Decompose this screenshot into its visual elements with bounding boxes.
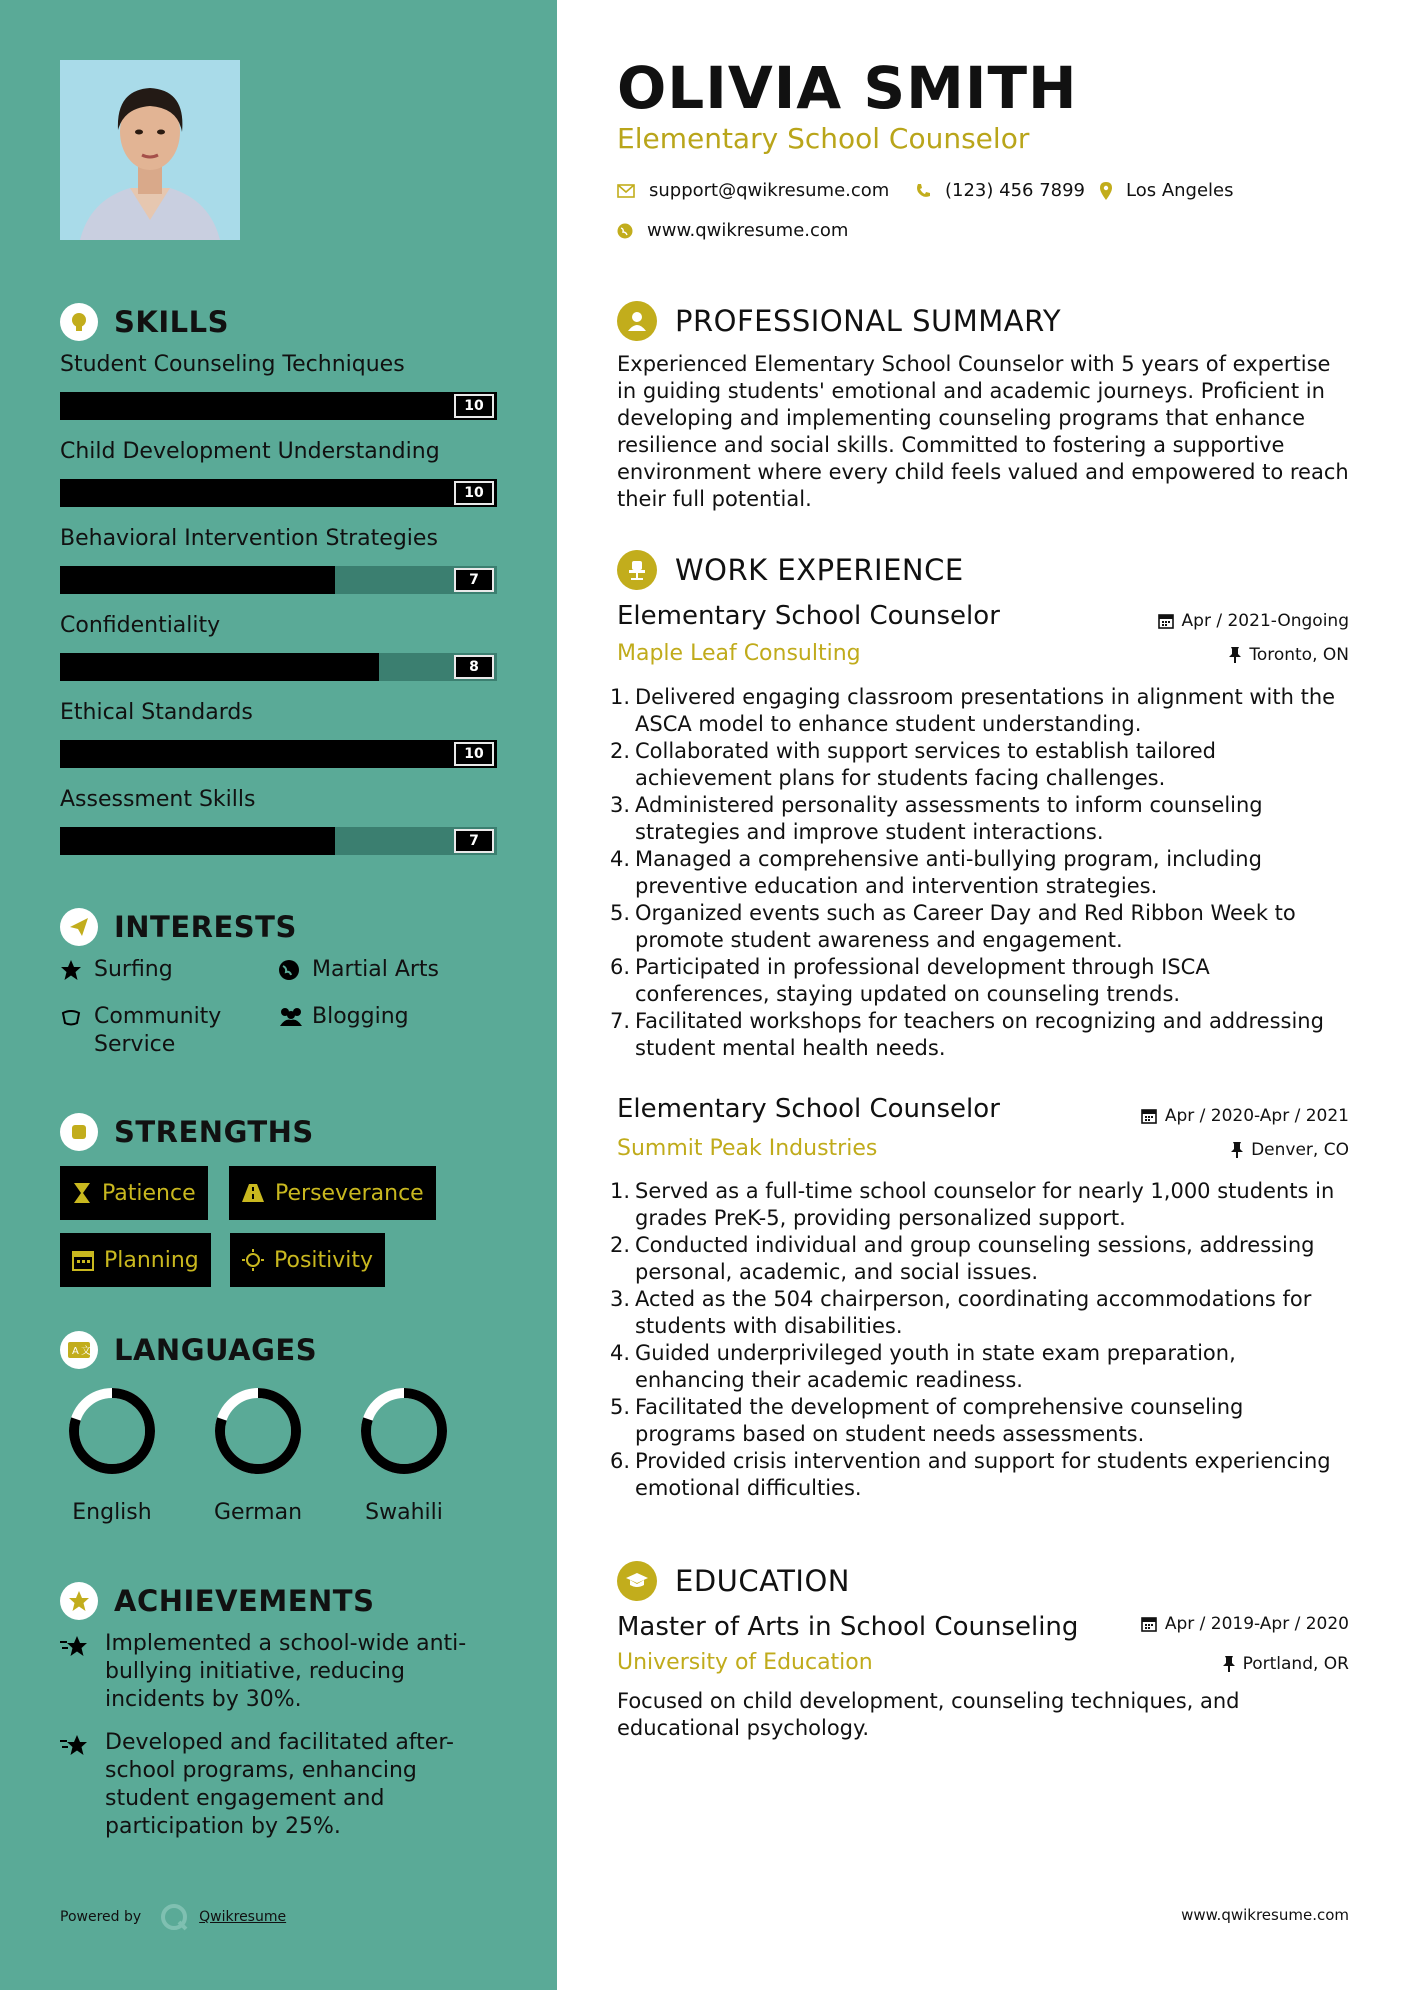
powered-by-label: Powered by bbox=[60, 1909, 142, 1925]
job-bullet bbox=[610, 738, 1350, 792]
degree-title: Master of Arts in School Counseling bbox=[617, 1612, 1079, 1642]
job-bullet bbox=[610, 846, 1350, 900]
svg-text:文: 文 bbox=[81, 1346, 91, 1357]
bullet-text: Delivered engaging classroom presentations in alignment with the ASCA model to enhance student understanding. bbox=[635, 685, 1336, 736]
map-pin-icon bbox=[1100, 182, 1112, 200]
skill-name: Student Counseling Techniques bbox=[60, 352, 405, 377]
profile-photo bbox=[60, 60, 240, 240]
job-bullet bbox=[610, 1340, 1350, 1394]
skill-bar-fill bbox=[60, 479, 497, 507]
bullet-text: Acted as the 504 chairperson, coordinating accommodations for students with disabilities. bbox=[635, 1287, 1312, 1338]
job-location bbox=[1231, 1140, 1349, 1160]
interest-label: Surfing bbox=[94, 957, 173, 982]
skill-name: Ethical Standards bbox=[60, 700, 253, 725]
education-description: Focused on child development, counseling techniques, and educational psychology. bbox=[617, 1689, 1240, 1740]
bullet-text: Served as a full-time school counselor for nearly 1,000 students in grades PreK-5, providing personalized support. bbox=[635, 1179, 1335, 1230]
skill-level: 10 bbox=[454, 394, 494, 418]
contact-website[interactable] bbox=[617, 220, 848, 241]
location-text: Los Angeles bbox=[1126, 180, 1234, 201]
bullet-number: 5. bbox=[610, 1395, 631, 1419]
language-ring bbox=[354, 1381, 454, 1485]
bullet-text: Provided crisis intervention and support for students experiencing emotional difficulties. bbox=[635, 1449, 1331, 1500]
interest-item bbox=[278, 1003, 409, 1031]
achievement-item bbox=[60, 1630, 500, 1714]
achievement-text: Implemented a school-wide anti-bullying initiative, reducing incidents by 30%. bbox=[105, 1631, 467, 1712]
bullet-number: 4. bbox=[610, 1341, 631, 1365]
skill-name: Assessment Skills bbox=[60, 787, 256, 812]
qwikresume-logo bbox=[159, 1902, 189, 1932]
education-location-text: Portland, OR bbox=[1242, 1654, 1349, 1674]
bullet-number: 4. bbox=[610, 847, 631, 871]
skill-bar bbox=[60, 392, 497, 420]
bullet-text: Guided underprivileged youth in state exam preparation, enhancing their academic readiness. bbox=[635, 1341, 1236, 1392]
strength-label: Planning bbox=[104, 1247, 199, 1273]
bullet-text: Participated in professional development through ISCA conferences, staying updated on counseling trends. bbox=[635, 955, 1210, 1006]
pushpin-icon bbox=[1229, 647, 1241, 663]
job-dates bbox=[1158, 611, 1349, 631]
skill-level: 10 bbox=[454, 481, 494, 505]
job-location-text: Denver, CO bbox=[1251, 1140, 1349, 1160]
experience-heading bbox=[617, 550, 964, 590]
bullet-text: Collaborated with support services to establish tailored achievement plans for students facing challenges. bbox=[635, 739, 1216, 790]
email-text: support@qwikresume.com bbox=[649, 180, 890, 201]
interest-item bbox=[60, 956, 173, 984]
footer-url[interactable]: www.qwikresume.com bbox=[1181, 1906, 1349, 1924]
bullet-number: 5. bbox=[610, 901, 631, 925]
phone-icon bbox=[915, 183, 931, 199]
strength-label: Patience bbox=[102, 1180, 196, 1206]
calendar-icon bbox=[1141, 1108, 1157, 1124]
skill-name: Confidentiality bbox=[60, 613, 221, 638]
strength-label: Positivity bbox=[274, 1247, 374, 1273]
skill-name: Child Development Understanding bbox=[60, 439, 440, 464]
job-title: Elementary School Counselor bbox=[617, 1094, 1000, 1124]
envelope-icon bbox=[617, 184, 635, 198]
bullet-number: 6. bbox=[610, 1449, 631, 1473]
language-ring bbox=[208, 1381, 308, 1485]
skill-bar-fill bbox=[60, 827, 335, 855]
job-title: Elementary School Counselor bbox=[617, 601, 1000, 631]
road-icon bbox=[241, 1183, 265, 1203]
education-heading bbox=[617, 1561, 850, 1601]
language-ring bbox=[62, 1381, 162, 1485]
education-dates-text: Apr / 2019-Apr / 2020 bbox=[1164, 1614, 1349, 1634]
skill-level: 7 bbox=[454, 829, 494, 853]
pushpin-icon bbox=[1231, 1142, 1243, 1158]
strength-badge bbox=[230, 1233, 385, 1287]
job-bullet bbox=[610, 1232, 1350, 1286]
bullet-number: 2. bbox=[610, 739, 631, 763]
fist-icon bbox=[60, 1113, 98, 1151]
star-icon bbox=[60, 956, 94, 984]
bullet-number: 6. bbox=[610, 955, 631, 979]
job-dates-text: Apr / 2020-Apr / 2021 bbox=[1164, 1106, 1349, 1126]
job-bullets bbox=[610, 684, 1350, 1062]
bullet-text: Administered personality assessments to inform counseling strategies and improve student interactions. bbox=[635, 793, 1263, 844]
language-label: German bbox=[213, 1500, 303, 1525]
translate-icon bbox=[60, 1331, 98, 1369]
job-dates bbox=[1141, 1106, 1349, 1126]
skill-bar-fill bbox=[60, 566, 335, 594]
skill-bar bbox=[60, 566, 497, 594]
strength-badge bbox=[60, 1166, 208, 1220]
user-icon bbox=[617, 301, 657, 341]
language-label: English bbox=[72, 1500, 152, 1525]
person-role: Elementary School Counselor bbox=[617, 122, 1030, 155]
bullet-number: 3. bbox=[610, 793, 631, 817]
summary-title: PROFESSIONAL SUMMARY bbox=[675, 304, 1062, 338]
achievement-text: Developed and facilitated after-school programs, enhancing student engagement and participation by 25%. bbox=[105, 1730, 454, 1839]
shooting-star-icon bbox=[60, 1729, 105, 1841]
contact-email[interactable] bbox=[617, 180, 889, 201]
bullet-text: Facilitated workshops for teachers on recognizing and addressing student mental health needs. bbox=[635, 1009, 1324, 1060]
skills-title: SKILLS bbox=[114, 305, 229, 339]
skill-bar-fill bbox=[60, 740, 497, 768]
job-dates-text: Apr / 2021-Ongoing bbox=[1181, 611, 1349, 631]
powered-by bbox=[60, 1902, 286, 1932]
interest-item bbox=[60, 1003, 250, 1059]
interest-label: Community Service bbox=[94, 1004, 222, 1057]
bullet-number: 3. bbox=[610, 1287, 631, 1311]
sun-icon bbox=[242, 1249, 264, 1271]
job-bullet bbox=[610, 684, 1350, 738]
job-bullet bbox=[610, 954, 1350, 1008]
job-location-text: Toronto, ON bbox=[1249, 645, 1349, 665]
strength-badge bbox=[229, 1166, 436, 1220]
contact-location bbox=[1100, 180, 1234, 201]
skill-bar bbox=[60, 653, 497, 681]
users-icon bbox=[278, 1003, 312, 1031]
svg-text:A: A bbox=[72, 1346, 79, 1357]
bullet-number: 7. bbox=[610, 1009, 631, 1033]
contact-phone[interactable] bbox=[915, 180, 1085, 201]
shooting-star-icon bbox=[60, 1630, 105, 1714]
language-label: Swahili bbox=[365, 1500, 443, 1525]
bullet-text: Facilitated the development of comprehensive counseling programs based on student needs assessments. bbox=[635, 1395, 1244, 1446]
skill-bar bbox=[60, 740, 497, 768]
interest-item bbox=[278, 956, 439, 984]
trophy-star-icon bbox=[60, 1582, 98, 1620]
strengths-heading bbox=[60, 1112, 314, 1152]
school-name: University of Education bbox=[617, 1650, 873, 1675]
skill-bar-fill bbox=[60, 392, 497, 420]
job-bullet bbox=[610, 1286, 1350, 1340]
languages-heading bbox=[60, 1330, 317, 1370]
company-name: Maple Leaf Consulting bbox=[617, 641, 861, 666]
phone-text: (123) 456 7899 bbox=[945, 180, 1086, 201]
job-bullets bbox=[610, 1178, 1350, 1502]
graduation-cap-icon bbox=[617, 1561, 657, 1601]
lightbulb-icon bbox=[60, 303, 98, 341]
calendar-icon bbox=[1141, 1616, 1157, 1632]
bullet-text: Organized events such as Career Day and Red Ribbon Week to promote student awareness and engagement. bbox=[635, 901, 1296, 952]
interest-label: Blogging bbox=[312, 1004, 409, 1029]
skills-heading bbox=[60, 302, 229, 342]
globe-icon bbox=[617, 223, 633, 239]
office-chair-icon bbox=[617, 550, 657, 590]
bullet-number: 2. bbox=[610, 1233, 631, 1257]
summary-heading bbox=[617, 301, 1061, 341]
bullet-number: 1. bbox=[610, 685, 631, 709]
calendar-icon bbox=[1158, 613, 1174, 629]
achievements-heading bbox=[60, 1581, 374, 1621]
globe-icon bbox=[278, 956, 312, 984]
education-dates bbox=[1141, 1614, 1349, 1634]
person-name: OLIVIA SMITH bbox=[617, 54, 1078, 122]
skill-level: 10 bbox=[454, 742, 494, 766]
interest-label: Martial Arts bbox=[312, 957, 440, 982]
pushpin-icon bbox=[1223, 1656, 1235, 1672]
education-location bbox=[1223, 1654, 1349, 1674]
strength-label: Perseverance bbox=[275, 1180, 424, 1206]
calendar-icon bbox=[72, 1249, 94, 1271]
summary-text: Experienced Elementary School Counselor with 5 years of expertise in guiding students' emotional and academic journeys. Proficient in developing and implementing counseling programs that enhance resilience and social skills. Committed to fostering a supportive environment where every child feels valued and empowered to reach their full potential. bbox=[617, 352, 1349, 511]
job-bullet bbox=[610, 900, 1350, 954]
hand-icon bbox=[60, 1003, 94, 1031]
skill-level: 8 bbox=[454, 655, 494, 679]
skill-bar-fill bbox=[60, 653, 379, 681]
company-name: Summit Peak Industries bbox=[617, 1136, 878, 1161]
achievements-title: ACHIEVEMENTS bbox=[114, 1584, 375, 1618]
sidebar bbox=[0, 0, 557, 1990]
hourglass-icon bbox=[72, 1182, 92, 1204]
job-location bbox=[1229, 645, 1349, 665]
strengths-title: STRENGTHS bbox=[114, 1115, 314, 1149]
job-bullet bbox=[610, 1448, 1350, 1502]
qwikresume-link[interactable]: Qwikresume bbox=[199, 1909, 287, 1925]
paper-plane-icon bbox=[60, 908, 98, 946]
website-text: www.qwikresume.com bbox=[647, 220, 849, 241]
skill-level: 7 bbox=[454, 568, 494, 592]
education-title: EDUCATION bbox=[675, 1564, 851, 1598]
achievement-item bbox=[60, 1729, 500, 1841]
skill-bar bbox=[60, 827, 497, 855]
experience-title: WORK EXPERIENCE bbox=[675, 553, 964, 587]
job-bullet bbox=[610, 792, 1350, 846]
job-bullet bbox=[610, 1178, 1350, 1232]
languages-title: LANGUAGES bbox=[114, 1333, 318, 1367]
bullet-text: Conducted individual and group counseling sessions, addressing personal, academic, and social issues. bbox=[635, 1233, 1315, 1284]
interests-title: INTERESTS bbox=[114, 910, 297, 944]
job-bullet bbox=[610, 1394, 1350, 1448]
interests-heading bbox=[60, 907, 297, 947]
bullet-text: Managed a comprehensive anti-bullying program, including preventive education and intervention strategies. bbox=[635, 847, 1262, 898]
strength-badge bbox=[60, 1233, 211, 1287]
skill-bar bbox=[60, 479, 497, 507]
bullet-number: 1. bbox=[610, 1179, 631, 1203]
job-bullet bbox=[610, 1008, 1350, 1062]
skill-name: Behavioral Intervention Strategies bbox=[60, 526, 438, 551]
